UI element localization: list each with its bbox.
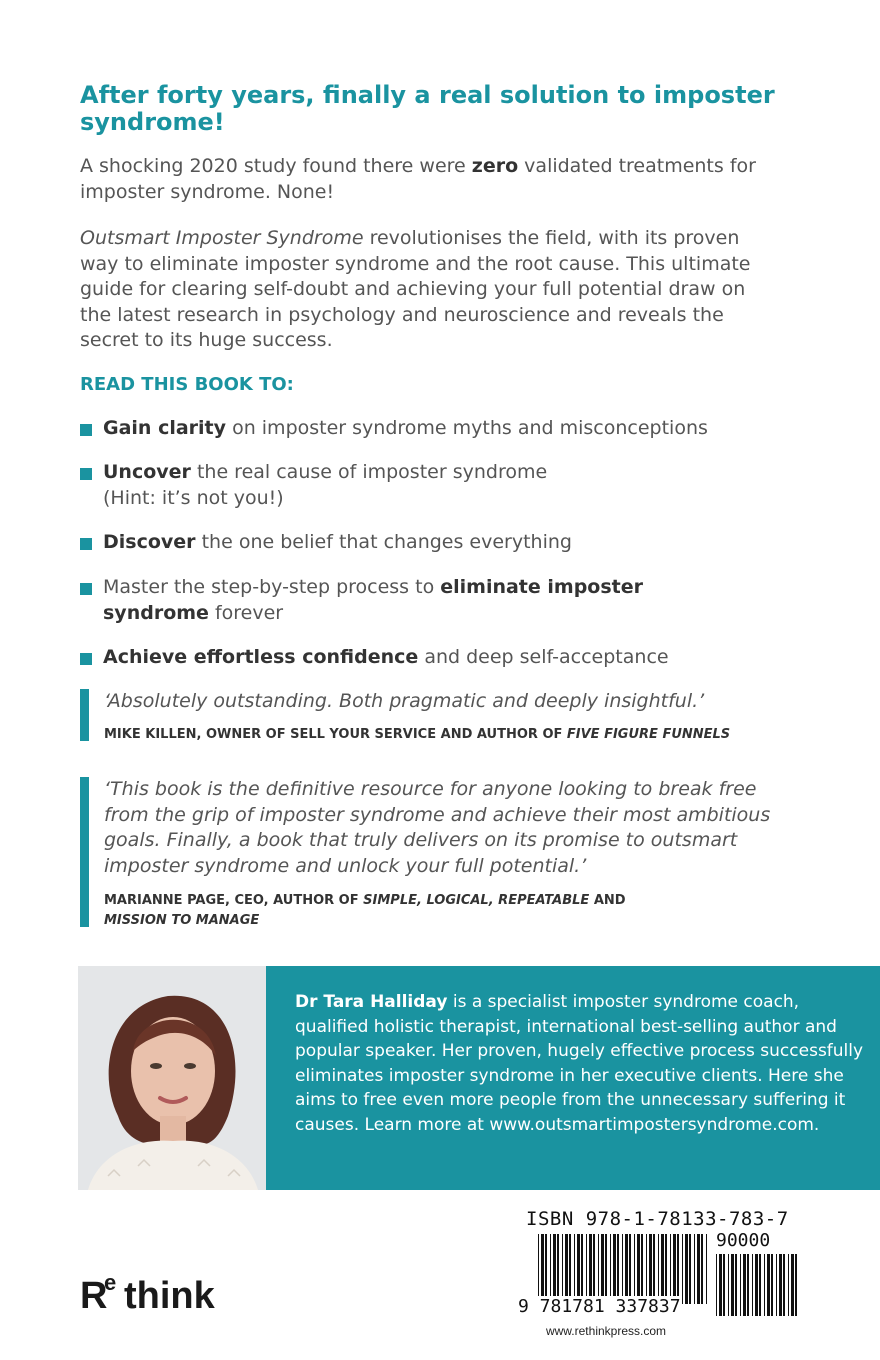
isbn-number: ISBN 978-1-78133-783-7: [526, 1208, 789, 1230]
attribution-text: AND: [589, 893, 626, 908]
bullet-square-icon: [80, 424, 92, 436]
testimonial-attribution: [104, 891, 804, 931]
read-this-book-heading: READ THIS BOOK TO:: [80, 374, 294, 395]
testimonial-quote: ‘Absolutely outstanding. Both pragmatic and deeply insightful.’: [104, 690, 705, 712]
svg-text:think: think: [124, 1275, 215, 1316]
bullet-bold: eliminate imposter syndrome: [103, 576, 643, 624]
bullet-rest: the one belief that changes everything: [195, 531, 572, 553]
bullet-rest: the real cause of imposter syndrome (Hint: it’s not you!): [103, 461, 548, 509]
rethink-logo-icon: [80, 1268, 240, 1316]
intro-text-end: validated treatments for imposter syndrome. None!: [80, 155, 756, 203]
price-code: 90000: [716, 1230, 771, 1251]
bullet-bold: Achieve effortless confidence: [103, 646, 419, 668]
svg-text:e: e: [104, 1270, 117, 1295]
book-title-italic: Outsmart Imposter Syndrome: [80, 227, 364, 249]
isbn-barcode: [516, 1208, 806, 1348]
author-bio-panel: [78, 966, 880, 1190]
bullet-rest: and deep self-acceptance: [418, 646, 669, 668]
testimonial-quote: ‘This book is the definitive resource for anyone looking to break free from the grip of imposter syndrome and achieve their most ambitious goals. Finally, a book that truly delivers on its promise to outsmart imposter syndrome and unlock your full potential.’: [104, 778, 771, 877]
svg-text:R: R: [80, 1275, 108, 1316]
intro-bold-word: zero: [471, 155, 519, 177]
author-name: Dr Tara Halliday: [295, 992, 448, 1012]
author-bio-text: [295, 990, 865, 1137]
barcode-digits: 9 781781 337837: [518, 1296, 681, 1317]
testimonial-attribution: [104, 725, 804, 745]
intro-paragraph: [80, 154, 780, 205]
attribution-text: MIKE KILLEN, OWNER OF SELL YOUR SERVICE AND AUTHOR OF: [104, 727, 567, 742]
bullet-bold: Gain clarity: [103, 417, 227, 439]
author-bio: is a specialist imposter syndrome coach, qualified holistic therapist, international best-selling author and popular speaker. Her proven, hugely effective process successfully eliminates imposter syndrome in her executive clients. Here she aims to free even more people from the unnecessary suffering it causes. Learn more at www.outsmartimpostersyndrome.com.: [295, 992, 864, 1135]
publisher-logo: [80, 1268, 240, 1316]
bullet-text: [103, 460, 603, 511]
bullet-square-icon: [80, 468, 92, 480]
attribution-book-title: FIVE FIGURE FUNNELS: [566, 727, 731, 742]
price-barcode-bars-icon: [716, 1254, 798, 1316]
bullet-text: [103, 530, 793, 556]
description-text: revolutionises the field, with its proven way to eliminate imposter syndrome and the root cause. This ultimate guide for clearing self-doubt and achieving your full potential draw on the latest research in psychology and neuroscience and reveals the secret to its huge success.: [80, 227, 751, 351]
bullet-bold: Discover: [103, 531, 196, 553]
quote-accent-bar: [80, 689, 89, 741]
author-photo: [78, 966, 266, 1190]
attribution-text: MARIANNE PAGE, CEO, AUTHOR OF: [104, 893, 364, 908]
publisher-url: www.rethinkpress.com: [545, 1324, 667, 1338]
description-paragraph: [80, 226, 780, 354]
bullet-text: [103, 575, 703, 626]
attribution-book-title: MISSION TO MANAGE: [104, 913, 260, 928]
intro-text-start: A shocking 2020 study found there were: [80, 155, 472, 177]
headline: After forty years, finally a real solution to imposter syndrome!: [80, 81, 775, 136]
bullet-rest: on imposter syndrome myths and misconceptions: [226, 417, 708, 439]
bullet-pre: Master the step-by-step process to: [103, 576, 441, 598]
quote-accent-bar: [80, 777, 89, 927]
attribution-book-title: SIMPLE, LOGICAL, REPEATABLE: [363, 893, 590, 908]
bullet-text: [103, 416, 793, 442]
bullet-square-icon: [80, 583, 92, 595]
bullet-square-icon: [80, 538, 92, 550]
barcode-bars-icon: [538, 1234, 710, 1304]
bullet-rest: forever: [208, 601, 284, 624]
author-portrait-illustration: [78, 966, 266, 1190]
bullet-text: [103, 645, 793, 671]
bullet-square-icon: [80, 653, 92, 665]
bullet-bold: Uncover: [103, 461, 191, 483]
